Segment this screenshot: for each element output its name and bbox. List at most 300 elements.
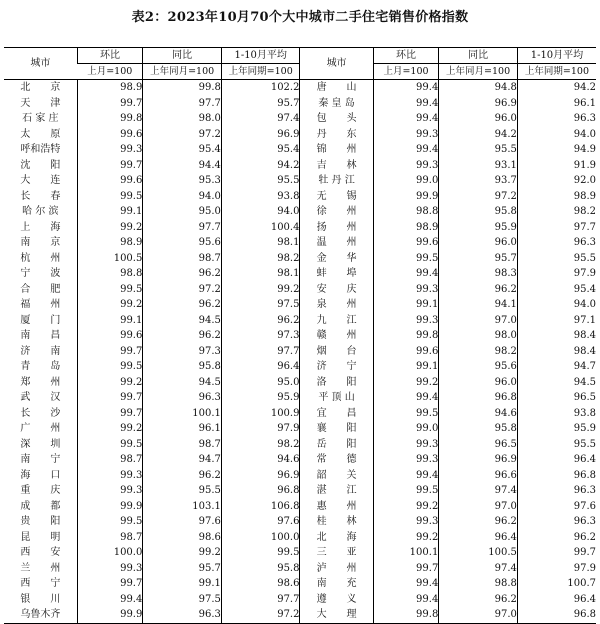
left-mom-cell: 99.5: [77, 189, 143, 205]
left-avg-cell: 97.9: [221, 421, 300, 437]
left-mom-cell: 99.5: [77, 514, 143, 530]
header-yoy-left: 同比: [143, 48, 222, 64]
left-city-cell: 银 川: [20, 593, 61, 605]
right-mom-cell: 99.6: [373, 344, 439, 360]
header-avg-right: 1-10月平均: [517, 48, 596, 64]
right-avg-cell: 97.9: [517, 561, 596, 577]
left-avg-cell: 95.7: [221, 96, 300, 112]
right-avg-cell: 97.7: [517, 220, 596, 236]
left-avg-cell: 97.6: [221, 514, 300, 530]
left-city-cell: 南 昌: [20, 330, 61, 341]
left-avg-cell: 102.2: [221, 80, 300, 96]
left-city-cell: 南 宁: [20, 454, 61, 465]
right-avg-cell: 95.9: [517, 421, 596, 437]
left-yoy-cell: 95.5: [143, 483, 222, 499]
table-row: [4, 297, 596, 313]
left-mom-cell: 99.9: [77, 499, 143, 515]
right-yoy-cell: 96.9: [439, 96, 518, 112]
left-city-cell: 贵 阳: [20, 516, 61, 527]
right-yoy-cell: 98.8: [439, 576, 518, 592]
right-city-cell: 洛 阳: [300, 375, 373, 391]
right-avg-cell: 98.4: [517, 328, 596, 344]
right-city-cell: 湛 江: [300, 483, 373, 499]
table-row: [4, 266, 596, 282]
left-avg-cell: 98.1: [221, 235, 300, 251]
header-city-left: 城市: [4, 48, 77, 80]
right-mom-cell: 99.4: [373, 96, 439, 112]
left-mom-cell: 100.0: [77, 545, 143, 561]
right-yoy-cell: 94.6: [439, 406, 518, 422]
right-mom-cell: 99.4: [373, 468, 439, 484]
left-avg-cell: 106.8: [221, 499, 300, 515]
left-city-cell: 福 州: [20, 299, 61, 310]
price-index-table: [4, 47, 596, 624]
right-avg-cell: 95.5: [517, 437, 596, 453]
header-city-right: 城市: [300, 48, 373, 80]
right-avg-cell: 99.7: [517, 545, 596, 561]
left-avg-cell: 94.6: [221, 452, 300, 468]
right-avg-cell: 94.2: [517, 80, 596, 96]
table-row: [4, 220, 596, 236]
right-city-cell: 惠 州: [300, 499, 373, 515]
left-yoy-cell: 97.6: [143, 514, 222, 530]
left-mom-cell: 99.6: [77, 328, 143, 344]
left-mom-cell: 99.3: [77, 468, 143, 484]
right-city-cell: 大 理: [300, 607, 373, 623]
left-yoy-cell: 95.6: [143, 235, 222, 251]
table-row: [4, 421, 596, 437]
table-row: [4, 390, 596, 406]
left-avg-cell: 97.3: [221, 328, 300, 344]
right-yoy-cell: 97.2: [439, 189, 518, 205]
right-avg-cell: 94.9: [517, 142, 596, 158]
right-avg-cell: 95.5: [517, 251, 596, 267]
left-city-cell: 武 汉: [20, 392, 61, 403]
left-yoy-cell: 95.3: [143, 173, 222, 189]
right-avg-cell: 95.4: [517, 282, 596, 298]
left-yoy-cell: 95.0: [143, 204, 222, 220]
right-yoy-cell: 96.0: [439, 375, 518, 391]
right-yoy-cell: 97.4: [439, 561, 518, 577]
table-row: [4, 80, 596, 96]
left-yoy-cell: 94.7: [143, 452, 222, 468]
table-row: [4, 437, 596, 453]
header-mom-right: 环比: [373, 48, 439, 64]
left-avg-cell: 99.2: [221, 282, 300, 298]
right-mom-cell: 99.4: [373, 576, 439, 592]
header-mom-left: 环比: [77, 48, 143, 64]
table-title: 表2：2023年10月70个大中城市二手住宅销售价格指数: [131, 10, 469, 25]
left-yoy-cell: 94.5: [143, 313, 222, 329]
left-city-cell: 沈 阳: [20, 159, 61, 171]
right-city-cell: 济 宁: [300, 359, 373, 375]
left-yoy-cell: 99.1: [143, 576, 222, 592]
left-yoy-cell: 96.1: [143, 421, 222, 437]
right-city-cell: 岳 阳: [300, 437, 373, 453]
table-row: [4, 204, 596, 220]
table-row: [4, 592, 596, 608]
right-city-cell: 遵 义: [300, 592, 373, 608]
left-city-cell: 南 京: [20, 237, 61, 248]
table-row: [4, 561, 596, 577]
right-city-cell: 蚌 埠: [300, 266, 373, 282]
left-city-cell: 重 庆: [20, 485, 61, 496]
right-mom-cell: 99.3: [373, 313, 439, 329]
left-city-cell: 杭 州: [20, 252, 61, 264]
table-row: [4, 607, 596, 623]
right-yoy-cell: 96.2: [439, 282, 518, 298]
left-yoy-cell: 94.5: [143, 375, 222, 391]
left-city-cell: 兰 州: [20, 562, 61, 574]
left-mom-cell: 99.5: [77, 282, 143, 298]
left-mom-cell: 99.2: [77, 375, 143, 391]
right-avg-cell: 94.0: [517, 127, 596, 143]
left-yoy-cell: 95.7: [143, 561, 222, 577]
left-avg-cell: 97.7: [221, 592, 300, 608]
right-city-cell: 桂 林: [300, 514, 373, 530]
left-avg-cell: 95.8: [221, 561, 300, 577]
left-avg-cell: 95.4: [221, 142, 300, 158]
left-city-cell: 长 沙: [20, 407, 61, 419]
right-city-cell: 金 华: [300, 251, 373, 267]
table-row: [4, 251, 596, 267]
left-mom-cell: 99.7: [77, 576, 143, 592]
left-mom-cell: 98.7: [77, 452, 143, 468]
table-row: [4, 576, 596, 592]
left-yoy-cell: 99.2: [143, 545, 222, 561]
right-mom-cell: 99.4: [373, 111, 439, 127]
table-row: [4, 158, 596, 174]
right-yoy-cell: 96.8: [439, 390, 518, 406]
left-city-cell: 成 都: [20, 500, 61, 512]
right-avg-cell: 96.3: [517, 111, 596, 127]
table-row: [4, 96, 596, 112]
left-city-cell: 济 南: [20, 345, 61, 357]
header-mom-sub-left: 上月=100: [77, 64, 143, 80]
right-city-cell: 无 锡: [300, 189, 373, 205]
right-yoy-cell: 93.1: [439, 158, 518, 174]
header-mom-sub-right: 上月=100: [373, 64, 439, 80]
right-mom-cell: 99.3: [373, 437, 439, 453]
table-header: [4, 48, 596, 80]
left-yoy-cell: 96.2: [143, 468, 222, 484]
table-row: [4, 468, 596, 484]
left-avg-cell: 95.0: [221, 375, 300, 391]
table-row: [4, 545, 596, 561]
left-city-cell: 大 连: [20, 175, 61, 186]
right-mom-cell: 99.3: [373, 158, 439, 174]
table-row: [4, 111, 596, 127]
right-city-cell: 扬 州: [300, 220, 373, 236]
left-mom-cell: 99.7: [77, 406, 143, 422]
right-avg-cell: 96.4: [517, 452, 596, 468]
left-city-cell: 北 京: [20, 82, 61, 93]
right-mom-cell: 99.8: [373, 607, 439, 623]
table-row: [4, 499, 596, 515]
right-avg-cell: 98.9: [517, 189, 596, 205]
left-yoy-cell: 95.4: [143, 142, 222, 158]
table-row: [4, 189, 596, 205]
right-city-cell: 温 州: [300, 235, 373, 251]
right-city-cell: 平 顶 山: [300, 390, 373, 406]
left-city-cell: 合 肥: [20, 283, 61, 295]
left-city-cell: 哈 尔 滨: [22, 206, 59, 217]
left-city-cell: 乌鲁木齐: [4, 607, 77, 623]
right-city-cell: 三 亚: [300, 545, 373, 561]
left-mom-cell: 98.9: [77, 80, 143, 96]
right-avg-cell: 94.5: [517, 375, 596, 391]
right-yoy-cell: 97.0: [439, 499, 518, 515]
left-mom-cell: 99.3: [77, 483, 143, 499]
right-avg-cell: 96.5: [517, 390, 596, 406]
table-row: [4, 452, 596, 468]
left-yoy-cell: 97.5: [143, 592, 222, 608]
left-mom-cell: 99.3: [77, 142, 143, 158]
table-row: [4, 359, 596, 375]
left-city-cell: 厦 门: [20, 314, 61, 326]
table-row: [4, 514, 596, 530]
right-mom-cell: 99.7: [373, 561, 439, 577]
left-mom-cell: 99.8: [77, 111, 143, 127]
right-yoy-cell: 96.0: [439, 111, 518, 127]
right-yoy-cell: 96.4: [439, 530, 518, 546]
left-avg-cell: 99.5: [221, 545, 300, 561]
right-avg-cell: 98.4: [517, 344, 596, 360]
right-mom-cell: 99.4: [373, 266, 439, 282]
left-yoy-cell: 97.2: [143, 127, 222, 143]
right-mom-cell: 99.0: [373, 173, 439, 189]
right-yoy-cell: 93.7: [439, 173, 518, 189]
table-row: [4, 313, 596, 329]
left-mom-cell: 99.7: [77, 96, 143, 112]
left-city-cell: 深 圳: [20, 438, 61, 450]
left-city-cell: 天 津: [20, 97, 61, 109]
right-yoy-cell: 94.2: [439, 127, 518, 143]
right-yoy-cell: 98.2: [439, 344, 518, 360]
right-city-cell: 泸 州: [300, 561, 373, 577]
right-city-cell: 锦 州: [300, 142, 373, 158]
left-mom-cell: 99.2: [77, 297, 143, 313]
left-city-cell: 呼和浩特: [20, 144, 61, 155]
right-mom-cell: 99.8: [373, 328, 439, 344]
left-avg-cell: 97.7: [221, 344, 300, 360]
left-avg-cell: 96.4: [221, 359, 300, 375]
right-mom-cell: 99.9: [373, 189, 439, 205]
right-mom-cell: 99.0: [373, 421, 439, 437]
left-yoy-cell: 94.0: [143, 189, 222, 205]
left-avg-cell: 98.1: [221, 266, 300, 282]
table-row: [4, 235, 596, 251]
left-avg-cell: 98.2: [221, 437, 300, 453]
right-mom-cell: 99.3: [373, 514, 439, 530]
header-yoy-sub-right: 上年同月=100: [439, 64, 518, 80]
right-city-cell: 安 庆: [300, 282, 373, 298]
right-city-cell: 吉 林: [300, 158, 373, 174]
right-city-cell: 韶 关: [300, 468, 373, 484]
left-city-cell: 长 春: [20, 190, 61, 202]
left-avg-cell: 97.5: [221, 297, 300, 313]
left-avg-cell: 93.8: [221, 189, 300, 205]
right-city-cell: 唐 山: [300, 80, 373, 96]
table-row: [4, 328, 596, 344]
left-city-cell: 昆 明: [20, 531, 61, 543]
left-yoy-cell: 94.4: [143, 158, 222, 174]
right-mom-cell: 99.3: [373, 282, 439, 298]
header-yoy-right: 同比: [439, 48, 518, 64]
left-mom-cell: 98.7: [77, 530, 143, 546]
right-avg-cell: 96.4: [517, 592, 596, 608]
left-yoy-cell: 99.8: [143, 80, 222, 96]
right-avg-cell: 96.8: [517, 468, 596, 484]
left-mom-cell: 99.6: [77, 173, 143, 189]
left-mom-cell: 98.8: [77, 266, 143, 282]
right-city-cell: 秦 皇 岛: [300, 96, 373, 112]
table-body: [4, 80, 596, 624]
left-yoy-cell: 97.3: [143, 344, 222, 360]
right-mom-cell: 99.4: [373, 80, 439, 96]
right-avg-cell: 96.3: [517, 514, 596, 530]
right-yoy-cell: 96.0: [439, 235, 518, 251]
left-yoy-cell: 96.2: [143, 266, 222, 282]
table-row: [4, 530, 596, 546]
left-yoy-cell: 96.2: [143, 328, 222, 344]
left-mom-cell: 99.2: [77, 220, 143, 236]
right-city-cell: 九 江: [300, 313, 373, 329]
table-row: [4, 344, 596, 360]
right-avg-cell: 96.3: [517, 483, 596, 499]
right-mom-cell: 99.4: [373, 142, 439, 158]
right-mom-cell: 99.2: [373, 530, 439, 546]
left-yoy-cell: 96.3: [143, 390, 222, 406]
left-mom-cell: 99.2: [77, 421, 143, 437]
right-yoy-cell: 96.2: [439, 592, 518, 608]
right-avg-cell: 94.7: [517, 359, 596, 375]
left-avg-cell: 95.5: [221, 173, 300, 189]
left-avg-cell: 100.0: [221, 530, 300, 546]
left-avg-cell: 96.8: [221, 483, 300, 499]
left-avg-cell: 98.6: [221, 576, 300, 592]
left-avg-cell: 100.4: [221, 220, 300, 236]
left-city-cell: 西 安: [20, 547, 61, 558]
left-avg-cell: 98.2: [221, 251, 300, 267]
left-avg-cell: 94.2: [221, 158, 300, 174]
right-city-cell: 北 海: [300, 530, 373, 546]
left-yoy-cell: 97.7: [143, 220, 222, 236]
right-city-cell: 丹 东: [300, 127, 373, 143]
left-mom-cell: 99.3: [77, 561, 143, 577]
right-yoy-cell: 95.6: [439, 359, 518, 375]
left-mom-cell: 99.6: [77, 127, 143, 143]
left-mom-cell: 99.7: [77, 158, 143, 174]
right-yoy-cell: 98.3: [439, 266, 518, 282]
right-yoy-cell: 95.5: [439, 142, 518, 158]
table-row: [4, 483, 596, 499]
right-avg-cell: 93.8: [517, 406, 596, 422]
left-avg-cell: 95.9: [221, 390, 300, 406]
right-mom-cell: 98.8: [373, 204, 439, 220]
right-city-cell: 徐 州: [300, 204, 373, 220]
left-city-cell: 西 宁: [20, 578, 61, 589]
right-avg-cell: 97.6: [517, 499, 596, 515]
right-yoy-cell: 97.0: [439, 607, 518, 623]
right-yoy-cell: 96.5: [439, 437, 518, 453]
right-avg-cell: 91.9: [517, 158, 596, 174]
right-yoy-cell: 97.4: [439, 483, 518, 499]
right-city-cell: 南 充: [300, 576, 373, 592]
right-mom-cell: 99.4: [373, 592, 439, 608]
left-mom-cell: 99.1: [77, 313, 143, 329]
right-mom-cell: 99.1: [373, 359, 439, 375]
right-avg-cell: 100.7: [517, 576, 596, 592]
left-yoy-cell: 97.2: [143, 282, 222, 298]
right-mom-cell: 99.3: [373, 452, 439, 468]
right-mom-cell: 100.1: [373, 545, 439, 561]
left-mom-cell: 99.9: [77, 607, 143, 623]
table-row: [4, 173, 596, 189]
left-avg-cell: 96.9: [221, 127, 300, 143]
right-yoy-cell: 100.5: [439, 545, 518, 561]
right-yoy-cell: 97.0: [439, 313, 518, 329]
right-yoy-cell: 95.8: [439, 204, 518, 220]
table-row: [4, 375, 596, 391]
left-mom-cell: 99.5: [77, 437, 143, 453]
table-row: [4, 406, 596, 422]
left-avg-cell: 94.0: [221, 204, 300, 220]
right-mom-cell: 99.5: [373, 483, 439, 499]
right-avg-cell: 98.2: [517, 204, 596, 220]
right-city-cell: 常 德: [300, 452, 373, 468]
left-mom-cell: 100.5: [77, 251, 143, 267]
right-yoy-cell: 95.9: [439, 220, 518, 236]
right-yoy-cell: 98.0: [439, 328, 518, 344]
left-yoy-cell: 97.7: [143, 96, 222, 112]
right-mom-cell: 98.9: [373, 220, 439, 236]
left-avg-cell: 96.9: [221, 468, 300, 484]
left-mom-cell: 99.1: [77, 204, 143, 220]
right-avg-cell: 96.8: [517, 607, 596, 623]
left-city-cell: 海 口: [20, 469, 61, 481]
table-row: [4, 142, 596, 158]
left-city-cell: 石 家 庄: [22, 113, 59, 124]
left-city-cell: 青 岛: [20, 361, 61, 372]
right-mom-cell: 99.4: [373, 390, 439, 406]
right-mom-cell: 99.5: [373, 406, 439, 422]
right-mom-cell: 99.5: [373, 251, 439, 267]
left-mom-cell: 99.7: [77, 390, 143, 406]
right-mom-cell: 99.2: [373, 499, 439, 515]
left-avg-cell: 100.9: [221, 406, 300, 422]
left-mom-cell: 99.5: [77, 359, 143, 375]
left-yoy-cell: 98.6: [143, 530, 222, 546]
left-yoy-cell: 96.3: [143, 607, 222, 623]
left-yoy-cell: 98.0: [143, 111, 222, 127]
left-mom-cell: 99.4: [77, 592, 143, 608]
left-yoy-cell: 103.1: [143, 499, 222, 515]
left-city-cell: 宁 波: [20, 268, 61, 279]
right-avg-cell: 94.0: [517, 297, 596, 313]
left-city-cell: 太 原: [20, 128, 61, 140]
right-city-cell: 宜 昌: [300, 406, 373, 422]
right-yoy-cell: 94.1: [439, 297, 518, 313]
right-yoy-cell: 94.8: [439, 80, 518, 96]
left-avg-cell: 97.2: [221, 607, 300, 623]
left-yoy-cell: 98.7: [143, 251, 222, 267]
right-mom-cell: 99.2: [373, 375, 439, 391]
right-avg-cell: 97.9: [517, 266, 596, 282]
right-city-cell: 赣 州: [300, 328, 373, 344]
header-avg-sub-left: 上年同期=100: [221, 64, 300, 80]
right-avg-cell: 92.0: [517, 173, 596, 189]
